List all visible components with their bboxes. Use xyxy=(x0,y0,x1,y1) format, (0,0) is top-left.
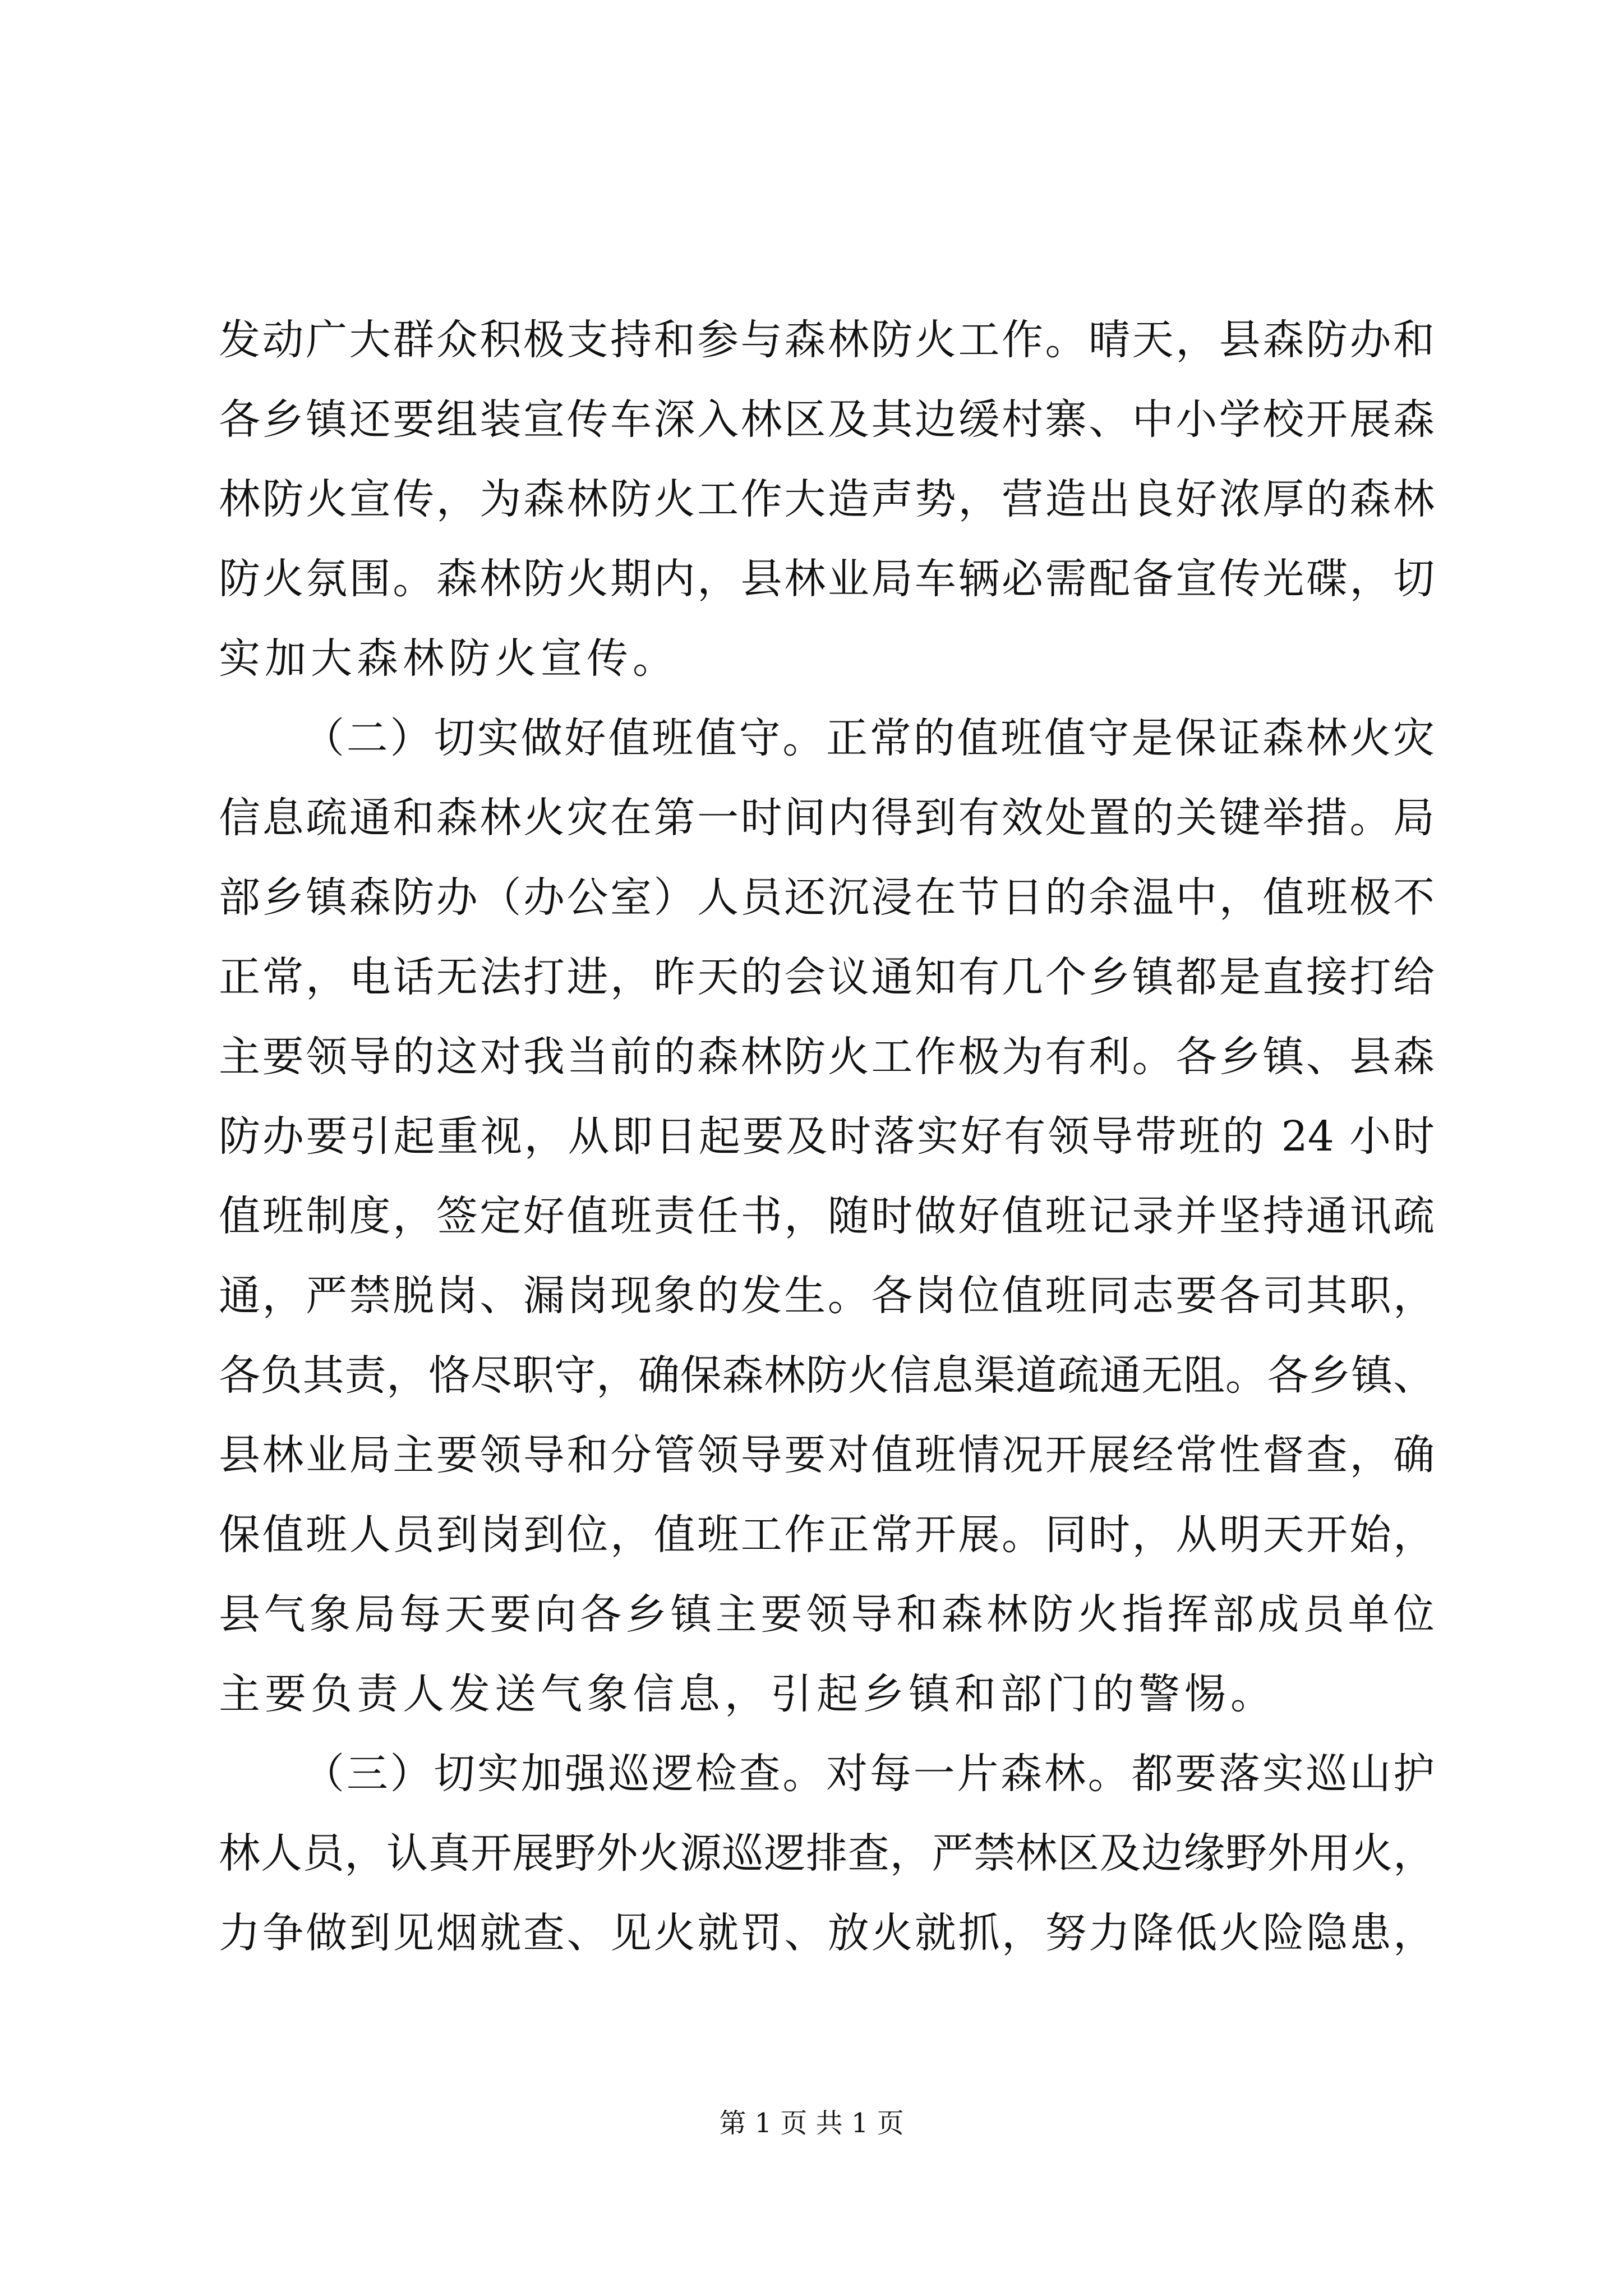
text-line: 各负其责，恪尽职守，确保森林防火信息渠道疏通无阻。各乡镇、 xyxy=(219,1351,1435,1400)
section-heading-line: （二）切实做好值班值守。正常的值班值守是保证森林火灾 xyxy=(303,714,1435,762)
text-line: 正常，电话无法打进，昨天的会议通知有几个乡镇都是直接打给 xyxy=(219,953,1435,1001)
text-line: 防办要引起重视，从即日起要及时落实好有领导带班的 24 小时 xyxy=(219,1112,1435,1161)
text-line: 保值班人员到岗到位，值班工作正常开展。同时，从明天开始， xyxy=(219,1511,1435,1559)
text-line: 主要负责人发送气象信息，引起乡镇和部门的警惕。 xyxy=(219,1670,1276,1718)
text-line: 各乡镇还要组装宣传车深入林区及其边缓村寨、中小学校开展森 xyxy=(219,395,1435,444)
page-footer: 第 1 页 共 1 页 xyxy=(719,2108,904,2139)
text-line: 发动广大群众积极支持和参与森林防火工作。晴天，县森防办和 xyxy=(219,316,1435,364)
text-line: 林防火宣传，为森林防火工作大造声势，营造出良好浓厚的森林 xyxy=(219,475,1435,523)
text-line: 信息疏通和森林火灾在第一时间内得到有效处置的关键举措。局 xyxy=(219,794,1435,842)
section-heading-line: （三）切实加强巡逻检查。对每一片森林。都要落实巡山护 xyxy=(303,1750,1435,1798)
text-line: 值班制度，签定好值班责任书，随时做好值班记录并坚持通讯疏 xyxy=(219,1192,1435,1240)
document-body xyxy=(219,300,1435,1973)
text-line: 林人员，认真开展野外火源巡逻排查，严禁林区及边缘野外用火， xyxy=(219,1829,1435,1878)
text-line: 防火氛围。森林防火期内，县林业局车辆必需配备宣传光碟，切 xyxy=(219,555,1435,603)
text-line: 县林业局主要领导和分管领导要对值班情况开展经常性督查，确 xyxy=(219,1431,1435,1479)
text-line: 县气象局每天要向各乡镇主要领导和森林防火指挥部成员单位 xyxy=(219,1590,1435,1639)
text-line: 通，严禁脱岗、漏岗现象的发生。各岗位值班同志要各司其职， xyxy=(219,1272,1435,1320)
text-line: 主要领导的这对我当前的森林防火工作极为有利。各乡镇、县森 xyxy=(219,1033,1435,1081)
text-line: 力争做到见烟就查、见火就罚、放火就抓，努力降低火险隐患， xyxy=(219,1909,1435,1957)
text-line: 部乡镇森防办（办公室）人员还沉浸在节日的余温中，值班极不 xyxy=(219,873,1435,922)
text-line: 实加大森林防火宣传。 xyxy=(219,634,679,683)
